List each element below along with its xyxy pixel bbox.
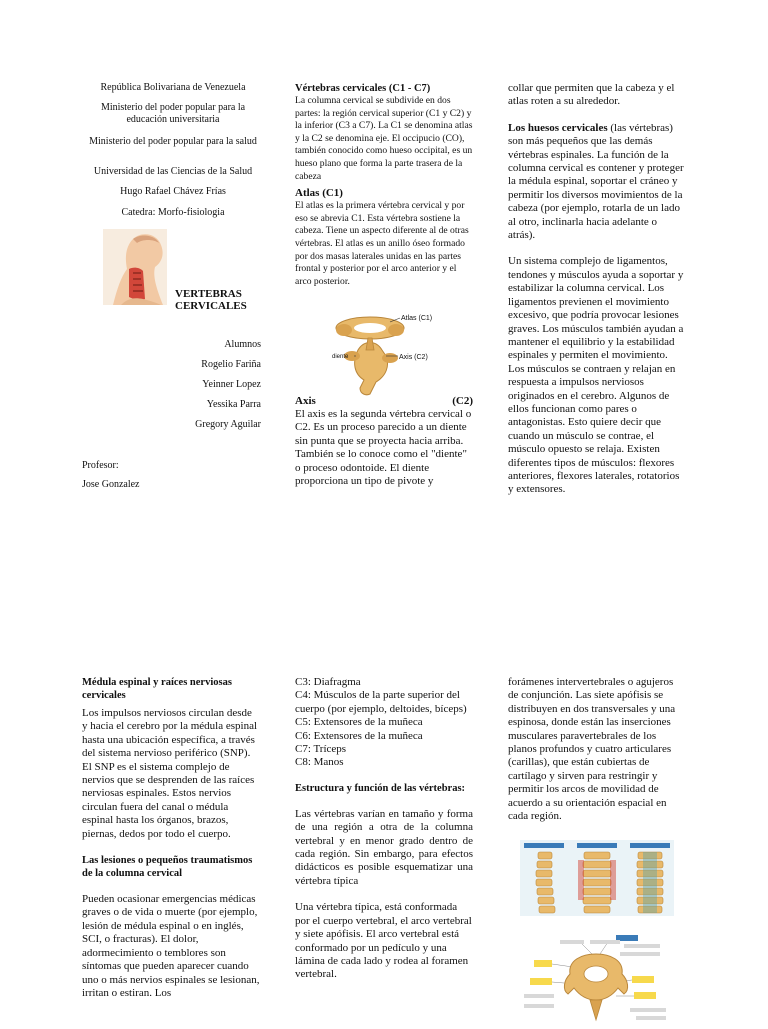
structure-text-1: Las vértebras varían en tamaño y forma de una región a otra de la columna vertebral y en menor grado dentro de cada región. Sin embargo, para efectos didácticos es posible esquematizar una vértebra típica [295,807,473,887]
neck-illustration [103,229,167,305]
cervical-spine-figure [520,840,674,916]
column-2-top [295,82,475,288]
students-label: Alumnos [224,339,261,350]
student-name: Yessika Parra [206,399,261,410]
axis-text: El axis es la segunda vértebra cervical o C2. Es un proceso parecido a un diente sin punta que se proyecta hacia arriba. También se lo conoce como el "diente" o proceso odontoide. El diente proporciona un tipo de pivote y [295,408,472,488]
cover-ministry-education: Ministerio del poder popular para la educación universitaria [100,102,246,125]
figure-label-diente: diente [332,354,349,360]
cover-republic: República Bolivariana de Venezuela [100,82,246,93]
ligaments-paragraph: Un sistema complejo de ligamentos, tendones y músculos ayuda a soportar y estabilizar la columna cervical. Los ligamentos previenen el movimiento excesivo, que podría provocar lesiones graves. Los músculos también ayudan a mantener el equilibrio y la estabilidad espinales y permiten el movimiento. Los músculos se contraen y relajan en respuesta a impulsos nerviosos originados en el cerebro. Algunos de ellos funcionan como pares o antagonistas. Esto quiere decir que cuando un músculo se contrae, el músculo opuesto se relaja. Existen diferentes tipos de músculos: flexores anteriores, flexores laterales, rotatorios y extensores. [508,255,684,496]
atlas-axis-figure [330,310,442,398]
nerve-list-item: C7: Tríceps [295,743,347,756]
student-name: Rogelio Fariña [201,359,261,370]
cover-university: Universidad de las Ciencias de la Salud [93,166,253,177]
cervical-heading: Vértebras cervicales (C1 - C7) [295,83,431,94]
spinal-cord-text: Los impulsos nerviosos circulan desde y hacia el cerebro por la médula espinal hasta una ubicación específica, a través del sistema nervioso periférico (SNP). El SNP es el sistema complejo de nervios que se desprenden de las raíces nerviosas espinales. Estos nervios circulan fuera del canal o médula espinal hasta los órganos, brazos, piernas, dedos por todo el cuerpo. [82,707,258,840]
bones-paragraph [508,122,686,243]
nerve-list-item: C5: Extensores de la muñeca [295,716,423,729]
structure-heading: Estructura y función de las vértebras: [295,782,466,794]
professor-label: Profesor: [82,460,119,471]
typical-vertebra-figure [520,934,674,1024]
column-2-bottom [295,676,473,982]
nerve-list-item: C6: Extensores de la muñeca [295,729,423,742]
column-3-top [508,82,686,497]
bones-term: Los huesos cervicales [508,121,608,134]
professor-name: Jose Gonzalez [82,479,140,490]
cover-ministry-health: Ministerio del poder popular para la salud [89,136,257,147]
atlas-text: El atlas es la primera vértebra cervical y por eso se abrevia C1. Esta vértebra sostiene la cabeza. Tiene un aspecto diferente al de otras vértebras. El atlas es un anillo óseo formado por dos masas laterales unidas en las partes frontal y posterior por el arco anterior y el arco posterior. [295,200,469,287]
figure-label-axis: Axis (C2) [399,354,428,361]
student-name: Gregory Aguilar [195,419,261,430]
column-1-bottom [82,676,260,1000]
cervical-intro: La columna cervical se subdivide en dos partes: la región cervical superior (C1 y C2) y la inferior (C3 a C7). La C1 se denomina atlas y la C2 se denomina eje. El occipucio (CO), también conocido como hueso occipital, es un hueso plano que forma la parte trasera de la cabeza [295,95,473,182]
foramina-text: forámenes intervertebrales o agujeros de conjunción. Las siete apófisis se distribuyen en dos transversales y una espinosa, donde están las inserciones musculares paravertebrales de los planos profundos y cuatro articulares (carillas), que están cubiertas de cartílago y sirven para restringir y permitir los arcos de movilidad de acuerdo a su orientación espacial en cada región. [508,676,676,823]
nerve-list-item: C4: Músculos de la parte superior del cuerpo (por ejemplo, deltoides, bíceps) [295,689,467,715]
spinal-cord-heading: Médula espinal y raíces nerviosas cervicales [82,677,232,701]
atlas-heading: Atlas (C1) [295,187,343,200]
collar-text: collar que permiten que la cabeza y el atlas roten a su alrededor. [508,82,675,108]
structure-text-2: Una vértebra típica, está conformada por el cuerpo vertebral, el arco vertebral y siete apófisis. El arco vertebral está conformado por un pedículo y una lámina de cada lado y rodea al foramen vertebral. [295,901,472,981]
cover-course: Catedra: Morfo-fisiologia [121,207,225,218]
cover-title [175,288,265,312]
nerve-list-item: C3: Diafragma [295,676,361,688]
figure-label-atlas: Atlas (C1) [401,315,433,322]
axis-heading-left: Axis [295,395,316,407]
injuries-text: Pueden ocasionar emergencias médicas graves o de vida o muerte (por ejemplo, lesión de médula espinal o en inglés, SCI, o fracturas). El dolor, adormecimiento o temblores son síntomas que pueden aparecer cuando uno o más nervios espinales se lesionan, irritan o estiran. Los [82,893,260,999]
bones-text: (las vértebras) son más pequeños que las demás vértebras espinales. La función de la columna cervical es contener y proteger la médula espinal, soportar el cráneo y permitir los diversos movimientos de la cabeza (por ejemplo, rotarla de un lado al otro, inclinarla hacia adelante o atrás). [508,121,684,242]
student-name: Yeinner Lopez [202,379,261,390]
injuries-heading: Las lesiones o pequeños traumatismos de la columna cervical [82,855,253,880]
cover-title-text: VERTEBRAS CERVICALES [175,288,247,312]
nerve-list-item: C8: Manos [295,756,344,769]
axis-heading-right: (C2) [452,395,473,407]
cover-university-name: Hugo Rafael Chávez Frías [120,186,226,197]
axis-heading [295,395,473,409]
